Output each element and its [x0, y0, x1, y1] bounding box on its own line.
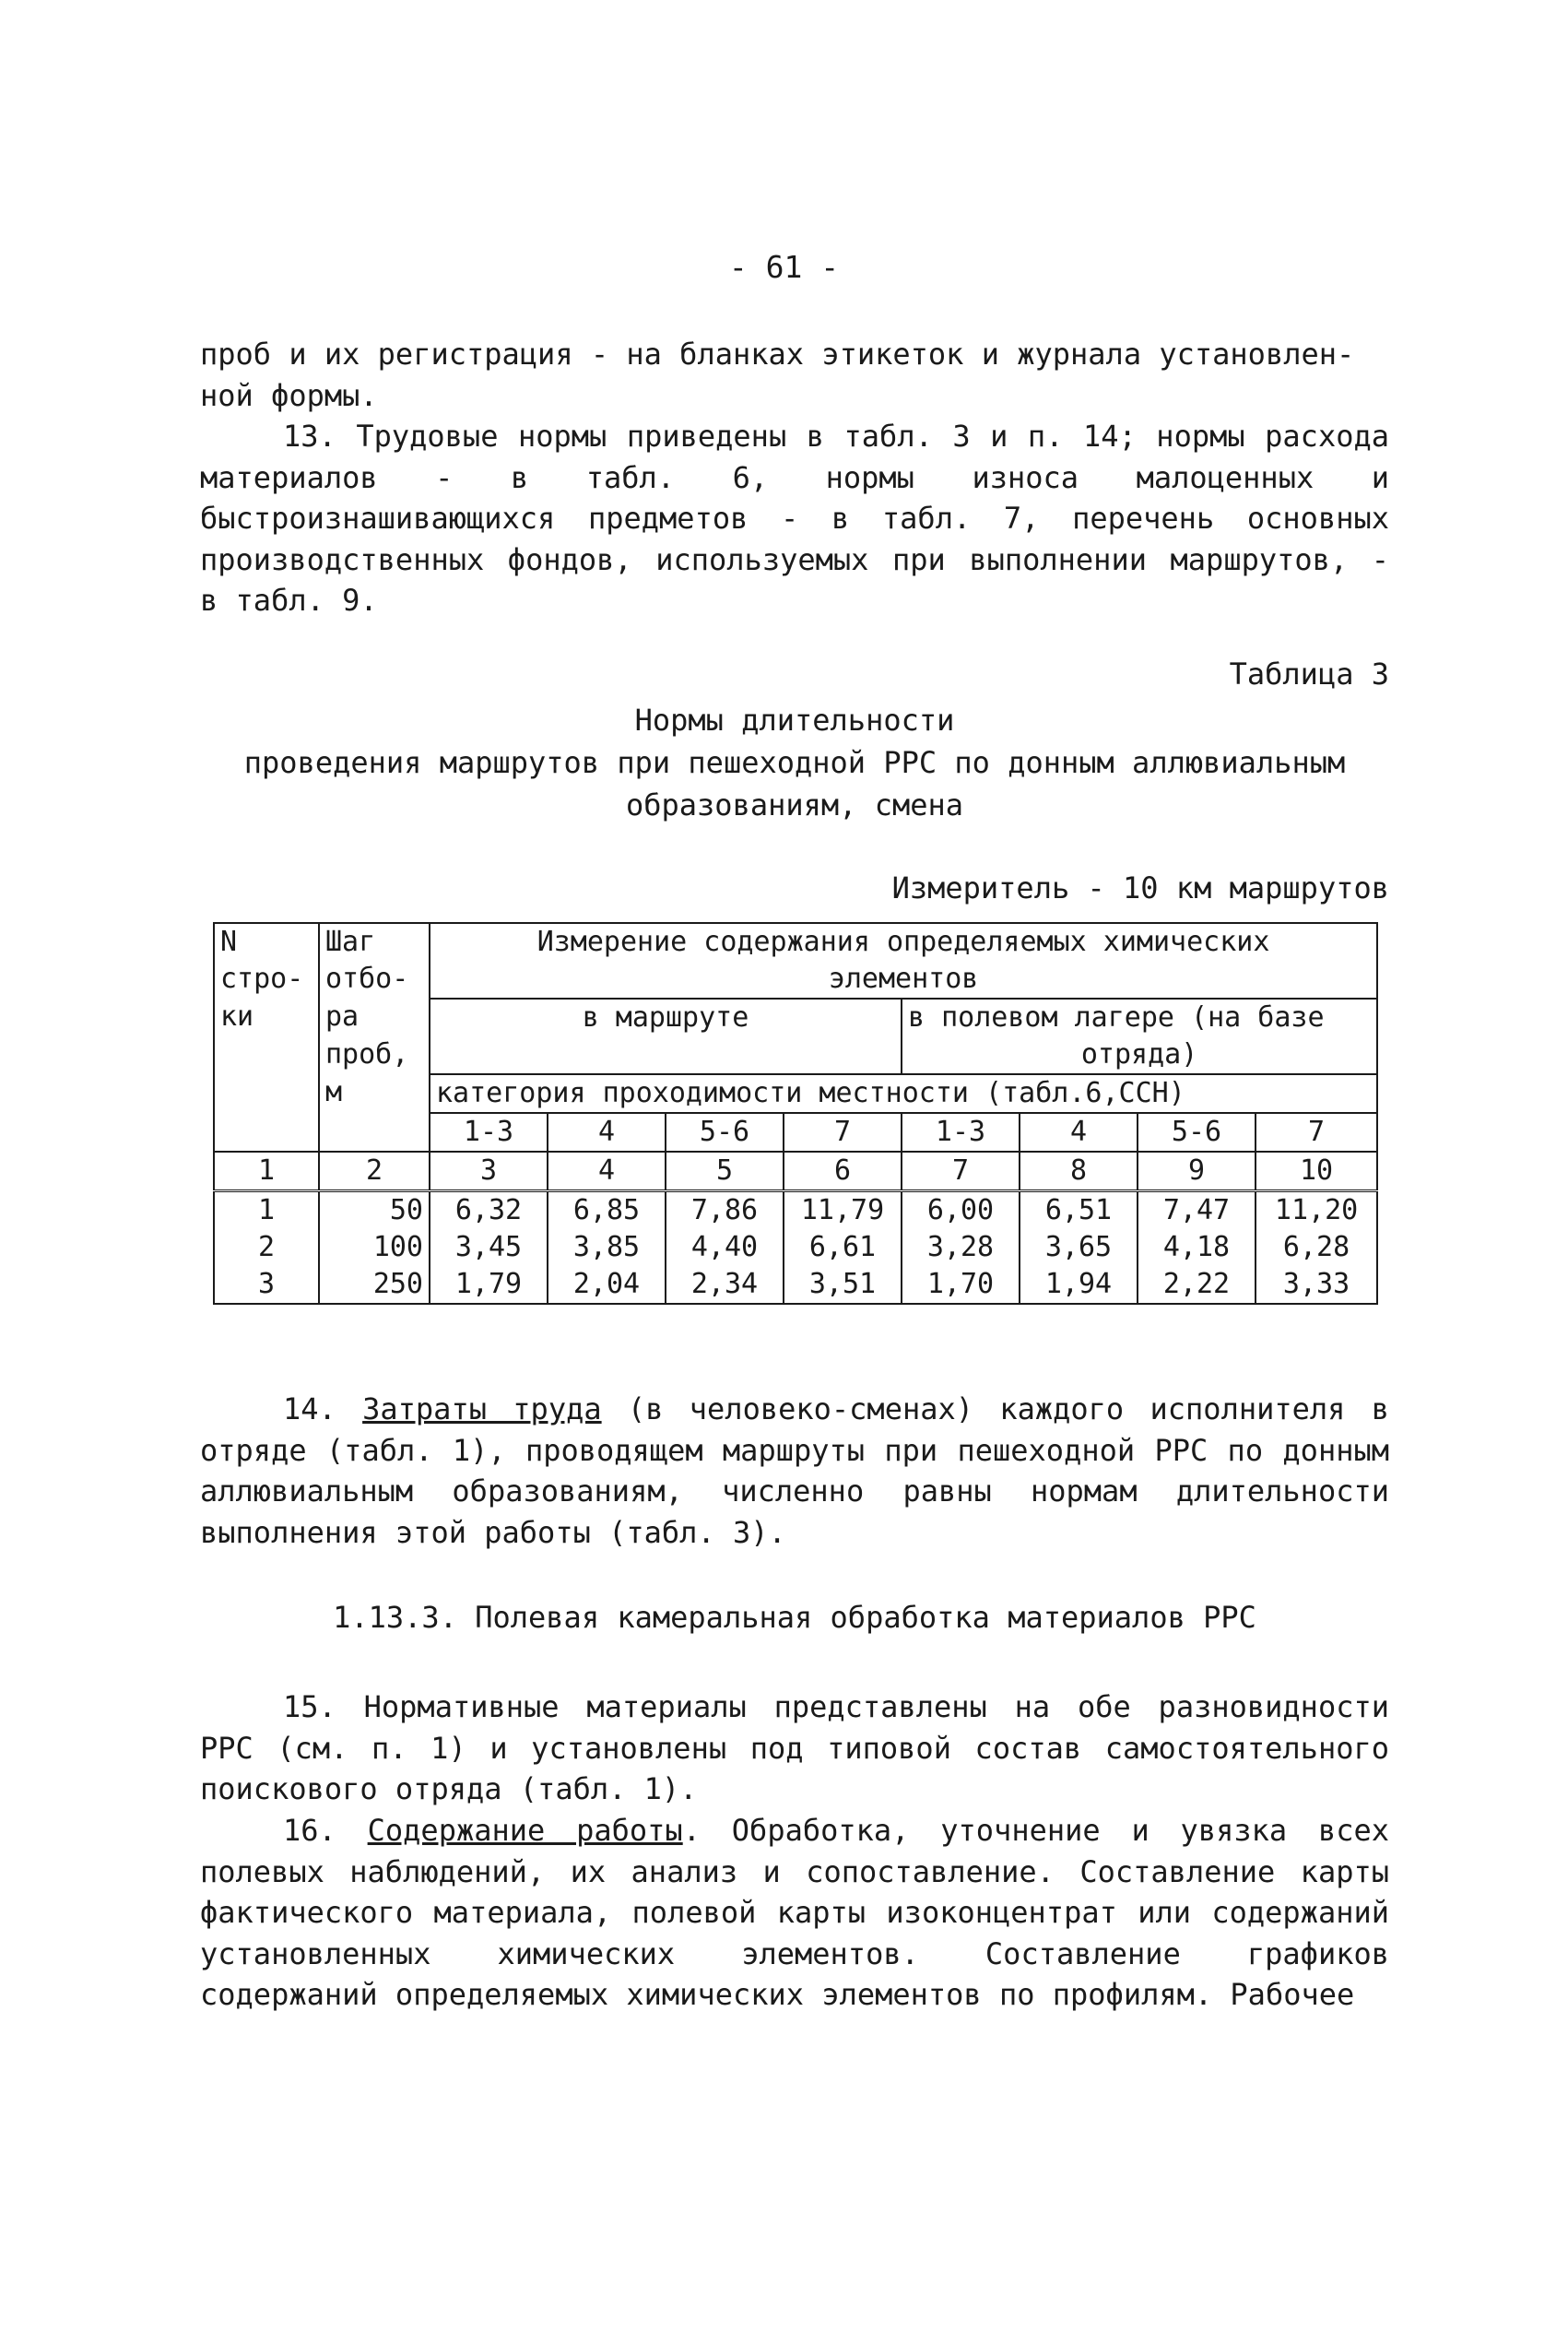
row-2-n: 2: [214, 1229, 319, 1266]
row-2-v4: 6,61: [784, 1229, 902, 1266]
col-index-3: 3: [430, 1152, 548, 1191]
col-index-6: 6: [784, 1152, 902, 1191]
paragraph-16-number: 16.: [283, 1813, 336, 1848]
row-2-v2: 3,85: [548, 1229, 666, 1266]
paragraph-14-text: (в человеко-сменах) каждого исполнителя в отряде (табл. 1), проводящем маршруты при пешеходной РРС по донным аллювиальным образованиям, численно равны нормам длительности выполнения этой работы (табл. 3).: [200, 1391, 1389, 1550]
table-unit: Измеритель - 10 км маршрутов: [891, 870, 1389, 905]
row-1-v3: 7,86: [666, 1191, 784, 1230]
row-3-v5: 1,70: [902, 1266, 1020, 1304]
row-3-v6: 1,94: [1020, 1266, 1138, 1304]
col-index-1: 1: [214, 1152, 319, 1191]
row-3-v8: 3,33: [1256, 1266, 1377, 1304]
row-1-v5: 6,00: [902, 1191, 1020, 1230]
header-measure-2: элементов: [430, 961, 1377, 999]
paragraph-14-number: 14.: [283, 1391, 336, 1426]
row-1-step: 50: [319, 1191, 430, 1230]
intro-line-1: проб и их регистрация - на бланках этикеток и журнала установлен-: [200, 337, 1355, 372]
norms-table: [213, 922, 1378, 1305]
row-2-v8: 6,28: [1256, 1229, 1377, 1266]
row-3-v7: 2,22: [1138, 1266, 1256, 1304]
table-label: Таблица 3: [1229, 657, 1389, 692]
intro-paragraph: [200, 334, 1389, 416]
row-3-n: 3: [214, 1266, 319, 1304]
row-3-v3: 2,34: [666, 1266, 784, 1304]
paragraph-16-underlined: Содержание работы: [367, 1813, 683, 1848]
paragraph-13-text: Трудовые нормы приведены в табл. 3 и п. 14; нормы расхода материалов - в табл. 6, нормы износа малоценных и быстроизнашивающихся предметов - в табл. 7, перечень основных производственных фондов, используемых при выполнении маршрутов, - в табл. 9.: [200, 419, 1390, 618]
paragraph-16-text: . Обработка, уточнение и увязка всех полевых наблюдений, их анализ и сопоставление. Составление карты фактического материала, полевой карты изоконцентрат или содержаний установленных химических элементов. Составление графиков содержаний определяемых химических элементов по профилям. Рабочее: [200, 1813, 1390, 2012]
header-route: в маршруте: [430, 999, 902, 1036]
paragraph-13: [200, 416, 1389, 621]
header-step-3: ра: [319, 999, 430, 1036]
row-1-v2: 6,85: [548, 1191, 666, 1230]
table-row: [214, 1229, 1377, 1266]
header-measure: Измерение содержания определяемых химических: [430, 923, 1377, 961]
subcat-8: 7: [1256, 1113, 1377, 1152]
row-1-v8: 11,20: [1256, 1191, 1377, 1230]
subcat-3: 5-6: [666, 1113, 784, 1152]
subcat-5: 1-3: [902, 1113, 1020, 1152]
col-index-10: 10: [1256, 1152, 1377, 1191]
paragraph-15-number: 15.: [283, 1689, 336, 1724]
paragraph-14: [200, 1389, 1389, 1553]
section-heading: 1.13.3. Полевая камеральная обработка материалов РРС: [333, 1600, 1256, 1635]
subcat-2: 4: [548, 1113, 666, 1152]
paragraph-15-text: Нормативные материалы представлены на обе разновидности РРС (см. п. 1) и установлены под типовой состав самостоятельного поискового отряда (табл. 1).: [200, 1689, 1390, 1806]
header-n-2: стро-: [214, 961, 319, 999]
col-index-8: 8: [1020, 1152, 1138, 1191]
table-row: [214, 1191, 1377, 1230]
intro-line-2: ной формы.: [200, 377, 378, 413]
col-index-5: 5: [666, 1152, 784, 1191]
subcat-4: 7: [784, 1113, 902, 1152]
row-3-v4: 3,51: [784, 1266, 902, 1304]
col-index-7: 7: [902, 1152, 1020, 1191]
subcat-6: 4: [1020, 1113, 1138, 1152]
row-1-v7: 7,47: [1138, 1191, 1256, 1230]
header-n-1: N: [214, 923, 319, 961]
row-2-v7: 4,18: [1138, 1229, 1256, 1266]
row-3-step: 250: [319, 1266, 430, 1304]
table-title-line-3: образованиям, смена: [625, 787, 964, 822]
header-step-1: Шаг: [319, 923, 430, 961]
subcat-7: 5-6: [1138, 1113, 1256, 1152]
table-row: [214, 1266, 1377, 1304]
header-camp: в полевом лагере (на базе: [902, 999, 1377, 1036]
table-title: [200, 699, 1389, 826]
paragraph-13-number: 13.: [283, 419, 336, 454]
row-2-v6: 3,65: [1020, 1229, 1138, 1266]
paragraph-16: [200, 1810, 1389, 2016]
header-step-4: проб,: [319, 1036, 430, 1074]
header-camp-2: отряда): [902, 1036, 1377, 1074]
paragraph-15: [200, 1686, 1389, 1810]
subcat-1: 1-3: [430, 1113, 548, 1152]
table-title-line-1: Нормы длительности: [634, 703, 955, 738]
row-1-v1: 6,32: [430, 1191, 548, 1230]
header-step-2: отбо-: [319, 961, 430, 999]
col-index-2: 2: [319, 1152, 430, 1191]
row-3-v2: 2,04: [548, 1266, 666, 1304]
header-step-5: м: [319, 1074, 430, 1113]
row-1-v6: 6,51: [1020, 1191, 1138, 1230]
col-index-9: 9: [1138, 1152, 1256, 1191]
row-2-v5: 3,28: [902, 1229, 1020, 1266]
header-category: категория проходимости местности (табл.6,ССН): [430, 1074, 1377, 1113]
table-title-line-2: проведения маршрутов при пешеходной РРС по донным аллювиальным: [243, 745, 1346, 780]
row-3-v1: 1,79: [430, 1266, 548, 1304]
paragraph-14-underlined: Затраты труда: [362, 1391, 602, 1426]
row-2-v3: 4,40: [666, 1229, 784, 1266]
header-n-3: ки: [214, 999, 319, 1036]
row-1-v4: 11,79: [784, 1191, 902, 1230]
page-number: - 61 -: [728, 249, 840, 285]
row-2-step: 100: [319, 1229, 430, 1266]
row-2-v1: 3,45: [430, 1229, 548, 1266]
row-1-n: 1: [214, 1191, 319, 1230]
col-index-4: 4: [548, 1152, 666, 1191]
